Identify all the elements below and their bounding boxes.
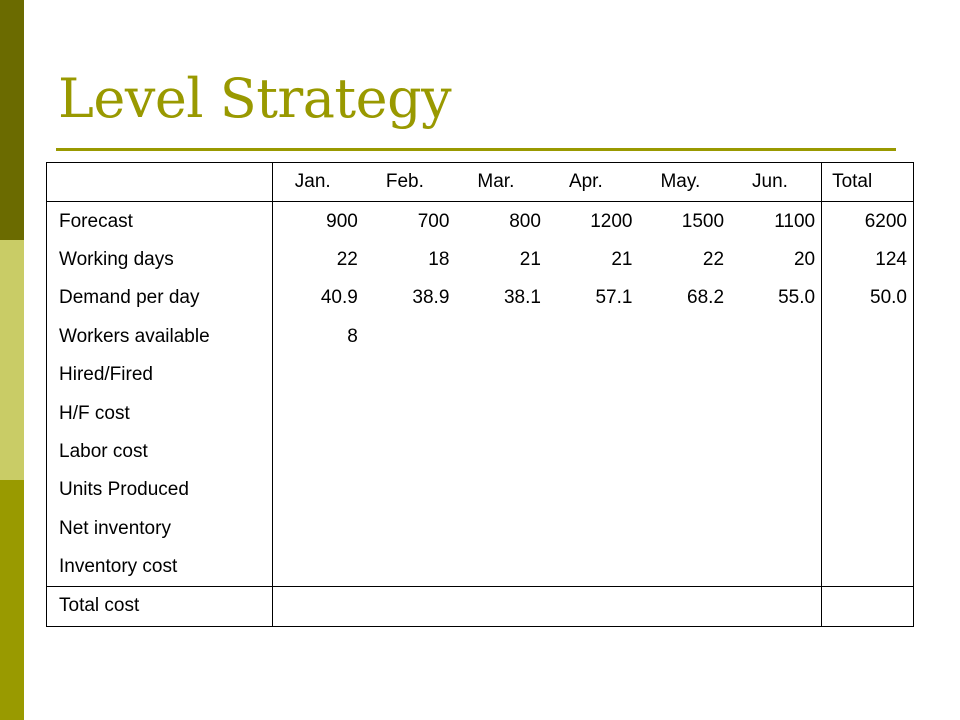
row-label: Workers available xyxy=(47,318,273,356)
total-cell: 50.0 xyxy=(822,279,914,317)
table-cell xyxy=(638,394,730,432)
row-label: Working days xyxy=(47,241,273,279)
total-cell xyxy=(822,471,914,509)
column-header: Apr. xyxy=(547,163,639,202)
table-cell: 8 xyxy=(347,325,358,347)
table-cell xyxy=(638,510,730,548)
row-label: Forecast xyxy=(47,202,273,241)
table-cell xyxy=(730,548,822,587)
table-cell xyxy=(364,548,456,587)
table-cell: 68.2 xyxy=(687,287,725,309)
table-cell xyxy=(547,318,639,356)
table-cell xyxy=(547,433,639,471)
total-cell xyxy=(822,433,914,471)
column-header: Feb. xyxy=(364,163,456,202)
total-cost-row xyxy=(47,587,914,626)
table-row xyxy=(47,510,914,548)
sidebar-stripe-middle xyxy=(0,240,24,480)
table-cell xyxy=(638,471,730,509)
table-cell xyxy=(547,356,639,394)
table-body xyxy=(47,163,914,627)
table-cell xyxy=(730,356,822,394)
table-cell xyxy=(547,548,639,587)
table-cell xyxy=(364,433,456,471)
header-corner-cell xyxy=(47,163,273,202)
column-header: Jan. xyxy=(272,163,364,202)
table-cell xyxy=(638,548,730,587)
table-cell xyxy=(272,356,364,394)
table-cell xyxy=(272,471,364,509)
table-row xyxy=(47,202,914,241)
total-cost-value xyxy=(272,587,821,626)
table-cell xyxy=(730,471,822,509)
table-cell xyxy=(364,394,456,432)
column-header: May. xyxy=(638,163,730,202)
table-cell: 40.9 xyxy=(320,287,358,309)
total-cell xyxy=(822,318,914,356)
table-cell: 22 xyxy=(702,248,725,270)
table-cell xyxy=(272,433,364,471)
title-underline xyxy=(56,148,896,151)
column-header: Mar. xyxy=(455,163,547,202)
table-cell: 18 xyxy=(428,248,450,270)
table-cell: 1500 xyxy=(681,210,725,232)
total-cell xyxy=(822,356,914,394)
table-cell xyxy=(455,394,547,432)
table-cell: 700 xyxy=(417,210,450,232)
table-cell: 38.9 xyxy=(412,287,450,309)
row-label: Units Produced xyxy=(47,471,273,509)
table-cell: 57.1 xyxy=(595,287,633,309)
total-cell xyxy=(822,548,914,587)
total-cost-total xyxy=(822,587,914,626)
column-header: Jun. xyxy=(730,163,822,202)
table-header-row xyxy=(47,163,914,202)
row-label: Net inventory xyxy=(47,510,273,548)
table-cell xyxy=(638,356,730,394)
total-cost-label: Total cost xyxy=(47,587,273,626)
table-cell: 21 xyxy=(519,248,541,270)
table-cell xyxy=(455,510,547,548)
total-cell xyxy=(822,510,914,548)
table-cell xyxy=(730,318,822,356)
table-cell xyxy=(272,510,364,548)
table-cell xyxy=(364,510,456,548)
column-header-total: Total xyxy=(822,163,914,202)
total-cell: 6200 xyxy=(822,202,914,241)
table-cell xyxy=(364,471,456,509)
table-cell xyxy=(455,318,547,356)
table-cell xyxy=(455,356,547,394)
table-cell xyxy=(364,318,456,356)
table-cell xyxy=(638,318,730,356)
table-cell xyxy=(638,433,730,471)
table-cell xyxy=(272,548,364,587)
row-label: Inventory cost xyxy=(47,548,273,587)
table-cell xyxy=(730,394,822,432)
table-cell xyxy=(364,356,456,394)
row-label: Labor cost xyxy=(47,433,273,471)
table-row xyxy=(47,548,914,587)
row-label: H/F cost xyxy=(47,394,273,432)
table-cell: 20 xyxy=(730,241,822,279)
table-cell xyxy=(730,510,822,548)
table-cell: 21 xyxy=(611,248,633,270)
table-cell: 800 xyxy=(509,210,541,232)
table-cell: 900 xyxy=(326,210,358,232)
total-cell: 124 xyxy=(822,241,914,279)
slide-title: Level Strategy xyxy=(58,67,452,130)
table-cell xyxy=(730,433,822,471)
row-label: Hired/Fired xyxy=(47,356,273,394)
sidebar-stripe-bottom xyxy=(0,480,24,720)
table-cell xyxy=(455,433,547,471)
table-cell xyxy=(547,394,639,432)
table-cell xyxy=(272,394,364,432)
table-row xyxy=(47,318,914,356)
table-row xyxy=(47,471,914,509)
table-cell xyxy=(547,471,639,509)
level-strategy-table xyxy=(46,162,914,627)
table-row xyxy=(47,356,914,394)
table-row xyxy=(47,241,914,279)
table-cell: 1100 xyxy=(730,202,822,241)
sidebar-stripe-top xyxy=(0,0,24,240)
table-row xyxy=(47,433,914,471)
table-cell xyxy=(455,471,547,509)
table-cell: 55.0 xyxy=(730,279,822,317)
table-cell: 38.1 xyxy=(503,287,541,309)
row-label: Demand per day xyxy=(47,279,273,317)
table-row xyxy=(47,394,914,432)
table-cell: 22 xyxy=(336,248,358,270)
table-cell xyxy=(547,510,639,548)
total-cell xyxy=(822,394,914,432)
table-row xyxy=(47,279,914,317)
table-cell: 1200 xyxy=(590,210,633,232)
table-cell xyxy=(455,548,547,587)
